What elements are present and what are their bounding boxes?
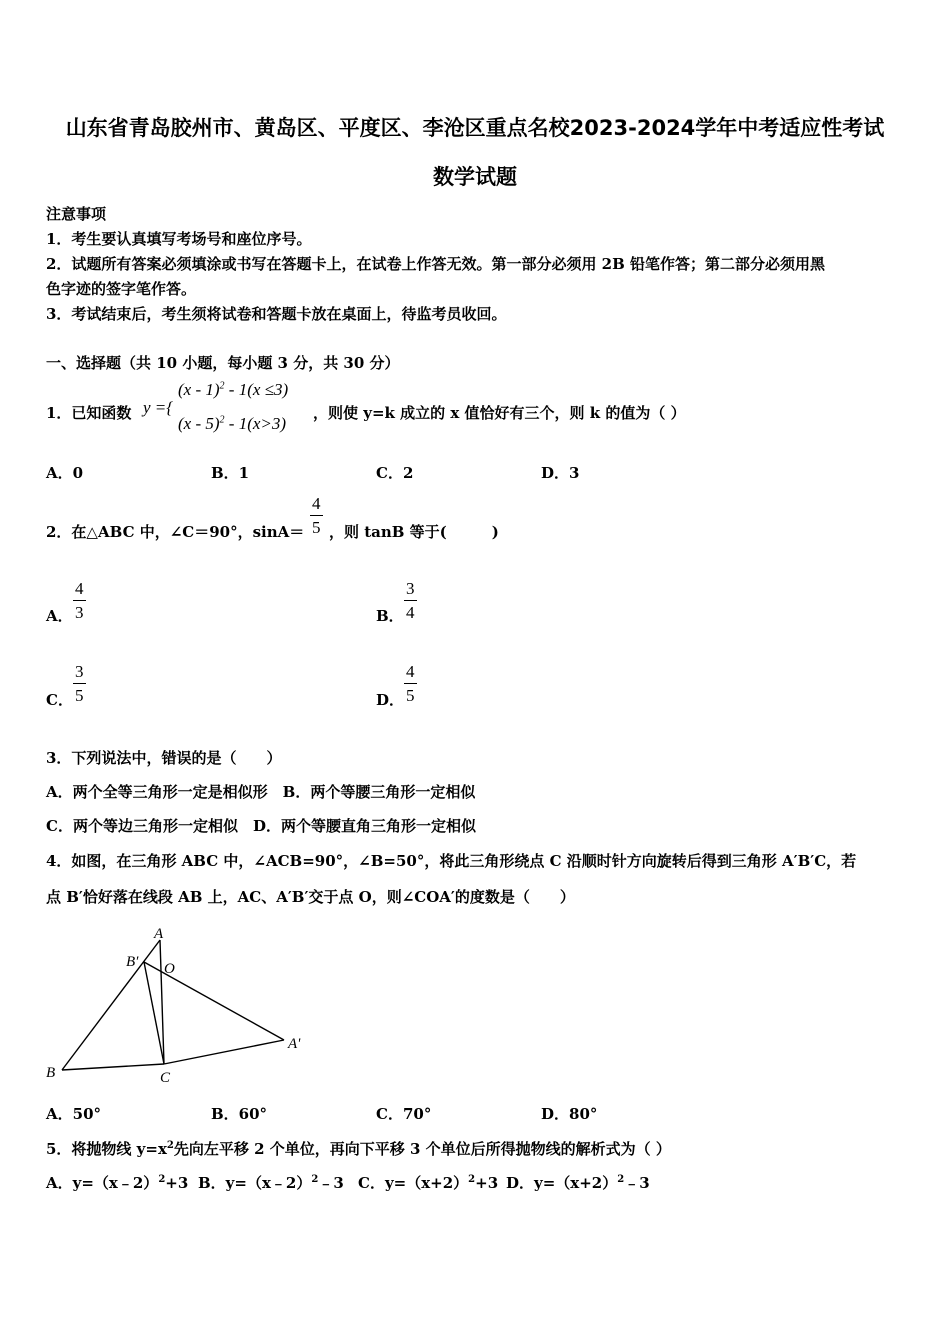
label-o: O [164, 961, 175, 977]
exam-title-line2: 数学试题 [433, 165, 517, 189]
notice-item-2: 2．试题所有答案必须填涂或书写在答题卡上，在试卷上作答无效。第一部分必须用 2B 铅笔作答；第二部分必须用黑 [46, 255, 826, 273]
q5-option-b[interactable]: B．y=（x﹣2）$^2$﹣3 [198, 1174, 344, 1192]
q1-func-name: y ={ [143, 398, 174, 417]
q4-triangle-figure [40, 922, 320, 1087]
notice-item-3: 3．考试结束后，考生须将试卷和答题卡放在桌面上，待监考员收回。 [46, 305, 507, 323]
q2-option-a-label[interactable]: A． [46, 607, 73, 625]
q4-stem-line2: 点 B′恰好落在线段 AB 上，AC、A′B′交于点 O，则∠COA′的度数是（ ） [46, 888, 575, 906]
label-c: C [160, 1070, 171, 1086]
q1-piece-1: (x - 1)$^2$ - 1(x ≤3) [178, 380, 289, 399]
notice-item-2-cont: 色字迹的签字笔作答。 [46, 280, 197, 298]
q2-option-b-label[interactable]: B． [376, 607, 404, 625]
q2-option-d-fraction: $\frac{4}{5}$ [406, 662, 415, 705]
q1-piece-2: (x - 5)$^2$ - 1(x>3) [178, 414, 287, 433]
q1-suffix: ，则使 y=k 成立的 x 值恰好有三个，则 k 的值为（ ） [313, 404, 686, 422]
q5-option-a[interactable]: A．y=（x﹣2）$^2$+3 [46, 1174, 189, 1192]
q1-option-a[interactable]: A．0 [46, 464, 84, 482]
q2-option-b-fraction: $\frac{3}{4}$ [406, 579, 415, 622]
q4-option-d[interactable]: D．80° [541, 1105, 598, 1123]
q2-sin-fraction: $\frac{4}{5}$ [312, 494, 321, 537]
q2-option-d-label[interactable]: D． [376, 691, 405, 709]
q2-option-c-fraction: $\frac{3}{5}$ [75, 662, 84, 705]
segment-ba [62, 940, 160, 1070]
label-b: B [46, 1065, 56, 1081]
q2-suffix: ，则 tanB 等于( ) [329, 523, 499, 541]
q4-option-b[interactable]: B．60° [211, 1105, 268, 1123]
segment-bc [62, 1064, 164, 1070]
q3-stem: 3．下列说法中，错误的是（ ） [46, 749, 282, 767]
segment-ca1 [164, 1040, 284, 1064]
notice-item-1: 1．考生要认真填写考场号和座位序号。 [46, 230, 312, 248]
q3-options-line2[interactable]: C．两个等边三角形一定相似 D．两个等腰直角三角形一定相似 [46, 817, 476, 835]
q1-option-d[interactable]: D．3 [541, 464, 580, 482]
q5-option-d[interactable]: D．$y=(x+2)^2﹣3$ [506, 1174, 650, 1192]
q4-option-c[interactable]: C．70° [376, 1105, 432, 1123]
q1-option-c[interactable]: C．2 [376, 464, 414, 482]
q5-stem: 5．将抛物线 $y=x^2$先向左平移 2 个单位，再向下平移 3 个单位后所得抛物线的解析式为（ ） [46, 1140, 671, 1158]
q4-option-a[interactable]: A．50° [46, 1105, 102, 1123]
q2-option-a-fraction: $\frac{4}{3}$ [75, 579, 84, 622]
q3-options-line1[interactable]: A．两个全等三角形一定是相似形 B．两个等腰三角形一定相似 [46, 783, 476, 801]
label-a-prime: A' [288, 1036, 301, 1052]
q1-prefix: 1．已知函数 [46, 404, 132, 422]
section-heading: 一、选择题（共 10 小题，每小题 3 分，共 30 分） [46, 354, 400, 372]
q1-option-b[interactable]: B．1 [211, 464, 250, 482]
q2-prefix: 2．在△ABC 中，∠C＝90°，sinA＝ [46, 523, 305, 541]
q5-option-c[interactable]: C．$y=(x+2)^2+3$ [358, 1174, 499, 1192]
label-b-prime: B′ [126, 954, 139, 970]
exam-title-line1: 山东省青岛胶州市、黄岛区、平度区、李沧区重点名校2023-2024学年中考适应性考试 [65, 116, 885, 140]
q2-option-c-label[interactable]: C． [46, 691, 73, 709]
q4-stem-line1: 4．如图，在三角形 ABC 中，∠ACB=90°，∠B=50°，将此三角形绕点 C 沿顺时针方向旋转后得到三角形 A′B′C，若 [46, 852, 857, 870]
label-a: A [154, 926, 164, 942]
notice-heading: 注意事项 [46, 205, 107, 223]
